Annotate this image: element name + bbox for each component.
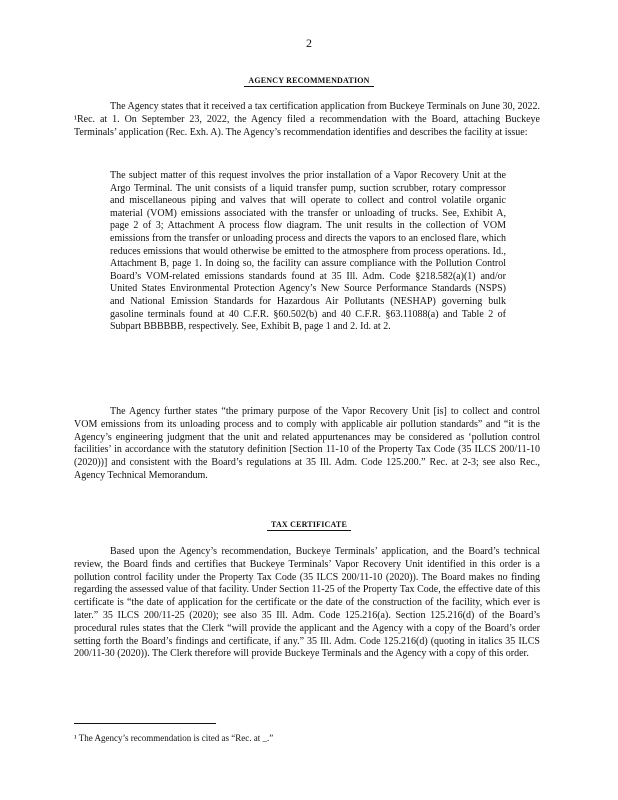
agency-recommendation-heading [0,76,618,87]
footnote-divider [74,723,216,724]
certificate-paragraph: Based upon the Agency’s recommendation, Buckeye Terminals’ application, and the Board’s technical review, the Board finds and certifies that Buckeye Terminals’ Vapor Recovery Unit identified in this order is a pollution control facility under the Property Tax Code (35 ILCS 200/11-10 (2020)). The Board makes no finding regarding the assessed value of that facility. Under Section 11-25 of the Property Tax Code, the effective date of this certificate is “the date of application for the certificate or the date of the construction of the facility, which ever is later.” 35 ILCS 200/11-25 (2020); see also 35 Ill. Adm. Code 125.216(a). Section 125.216(d) of the Board’s procedural rules states that the Clerk “will provide the applicant and the Agency with a copy of the Board’s order setting forth the Board’s findings and certificate, if any.” 35 Ill. Adm. Code 125.216(d) (quoting in italics 35 ILCS 200/11-30 (2020)). The Clerk therefore will provide Buckeye Terminals and the Agency with a copy of this order. [74,546,540,660]
facility-description-quote: The subject matter of this request involves the prior installation of a Vapor Recovery Unit at the Argo Terminal. The unit consists of a liquid transfer pump, suction scrubber, rotary compressor and miscellaneous piping and valves that will operate to collect and control volatile organic material (VOM) emissions associated with the transfer or unloading of trucks. See, Exhibit A, page 2 of 3; Attachment A process flow diagram. The unit results in the collection of VOM emissions from the transfer or unloading process and directs the vapors to an enclosed flare, which reduces emissions that would otherwise be emitted to the atmosphere from process operations. Id., Attachment B, page 1. In doing so, the facility can assure compliance with the Pollution Control Board’s VOM-related emissions standards found at 35 Ill. Adm. Code §218.582(a)(1) and/or United States Environmental Protection Agency’s New Source Performance Standards (NSPS) and National Emission Standards for Hazardous Air Pollutants (NESHAP) governing bulk gasoline terminals found at 40 C.F.R. §60.502(b) and 40 C.F.R. §63.11088(a) and Table 2 of Subpart BBBBBB, respectively. See, Exhibit B, page 1 and 2. Id. at 2. [110,170,506,333]
agency-recommendation-heading-text: AGENCY RECOMMENDATION [244,76,373,87]
recommendation-paragraph: The Agency states that it received a tax certification application from Buckeye Terminals on June 30, 2022. ¹Rec. at 1. On September 23, 2022, the Agency filed a recommendation with the Board, attaching Buckeye Terminals’ application (Rec. Exh. A). The Agency’s recommendation identifies and describes the facility at issue: [74,101,540,138]
footnote: ¹ The Agency’s recommendation is cited as “Rec. at _.” [74,733,274,743]
agency-further-paragraph: The Agency further states “the primary purpose of the Vapor Recovery Unit [is] to collect and control VOM emissions from its unloading process and to comply with applicable air pollution standards” and “it is the Agency’s engineering judgment that the unit and related appurtenances may be considered as ‘pollution control facilities’ in accordance with the statutory definition [Section 11-10 of the Property Tax Code (35 ILCS 200/11-10 (2020))] and consistent with the Board’s regulations at 35 Ill. Adm. Code 125.200.” Rec. at 2-3; see also Rec., Agency Technical Memorandum. [74,406,540,481]
tax-certificate-heading-text: TAX CERTIFICATE [267,520,351,531]
tax-certificate-heading [0,520,618,531]
page-number: 2 [306,36,312,50]
